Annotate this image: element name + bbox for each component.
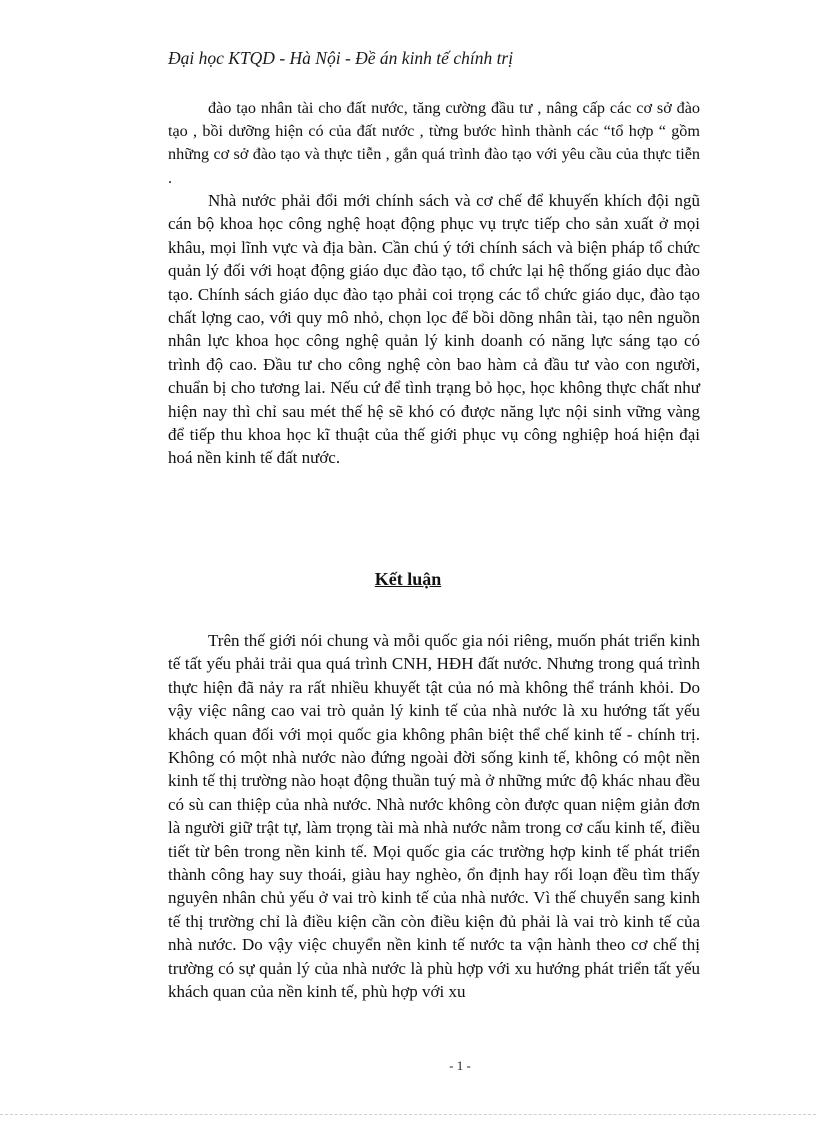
section-heading: Kết luận [374, 569, 442, 589]
page-bottom-divider [0, 1114, 816, 1115]
page-header: Đại học KTQD - Hà Nội - Đề án kinh tế chính trị [168, 48, 514, 68]
page-number: - 1 - [449, 1058, 471, 1073]
paragraph-2: Nhà nước phải đổi mới chính sách và cơ chế để khuyến khích đội ngũ cán bộ khoa học công nghệ hoạt động phục vụ trực tiếp cho sản xuất ở mọi khâu, mọi lĩnh vực và địa bàn. Cần chú ý tới chính sách và biện pháp tổ chức quản lý đối với hoạt động giáo dục đào tạo, tổ chức lại hệ thống giáo dục đào tạo. Chính sách giáo dục đào tạo phải coi trọng các tổ chức giáo dục, đào tạo chất lợng cao, với quy mô nhỏ, chọn lọc để bồi dõng nhân tài, tạo nên nguồn nhân lực khoa học công nghệ quản lý kinh doanh có năng lực sáng tạo có trình độ cao. Đầu tư cho công nghệ còn bao hàm cả đầu tư vào con người, chuẩn bị cho tương lai. Nếu cứ để tình trạng bỏ học, học không thực chất như hiện nay thì chỉ sau mét thế hệ sẽ khó có được năng lực nội sinh vững vàng để tiếp thu khoa học kĩ thuật của thế giới phục vụ công nghiệp hoá hiện đại hoá nền kinh tế đất nước. [168, 191, 700, 468]
paragraph-3: Trên thế giới nói chung và mỗi quốc gia nói riêng, muốn phát triển kinh tế tất yếu phải trải qua quá trình CNH, HĐH đất nước. Nhưng trong quá trình thực hiện đã nảy ra rất nhiều khuyết tật của nó mà không thể tránh khỏi. Do vậy việc nâng cao vai trò quản lý kinh tế của nhà nước là xu hướng tất yếu khách quan đối với mọi quốc gia không phân biệt thể chế kinh tế - chính trị. Không có một nhà nước nào đứng ngoài đời sống kinh tế, không có một nền kinh tế thị trường nào hoạt động thuần tuý mà ở những mức độ khác nhau đều có sù can thiệp của nhà nước. Nhà nước không còn được quan niệm giản đơn là người giữ trật tự, làm trọng tài mà nhà nước nằm trong cơ cấu kinh tế, điều tiết từ bên trong nền kinh tế. Mọi quốc gia các trường hợp kinh tế phát triển thành công hay suy thoái, giàu hay nghèo, ổn định hay rối loạn đều tìm thấy nguyên nhân chủ yếu ở vai trò kinh tế của nhà nước. Vì thế chuyển sang kinh tế thị trường chỉ là điều kiện cần còn điều kiện đủ phải là vai trò kinh tế của nhà nước. Do vậy việc chuyển nền kinh tế nước ta vận hành theo cơ chế thị trường có sự quản lý của nhà nước là phù hợp với xu hướng phát triển tất yếu khách quan của nền kinh tế, phù hợp với xu [168, 631, 700, 1002]
paragraph-1: đào tạo nhân tài cho đất nước, tăng cường đầu tư , nâng cấp các cơ sở đào tạo , bồi dưỡng hiện có của đất nước , từng bước hình thành các “tổ hợp “ gồm những cơ sở đào tạo và thực tiễn , gắn quá trình đào tạo với yêu cầu của thực tiễn . [168, 99, 700, 187]
